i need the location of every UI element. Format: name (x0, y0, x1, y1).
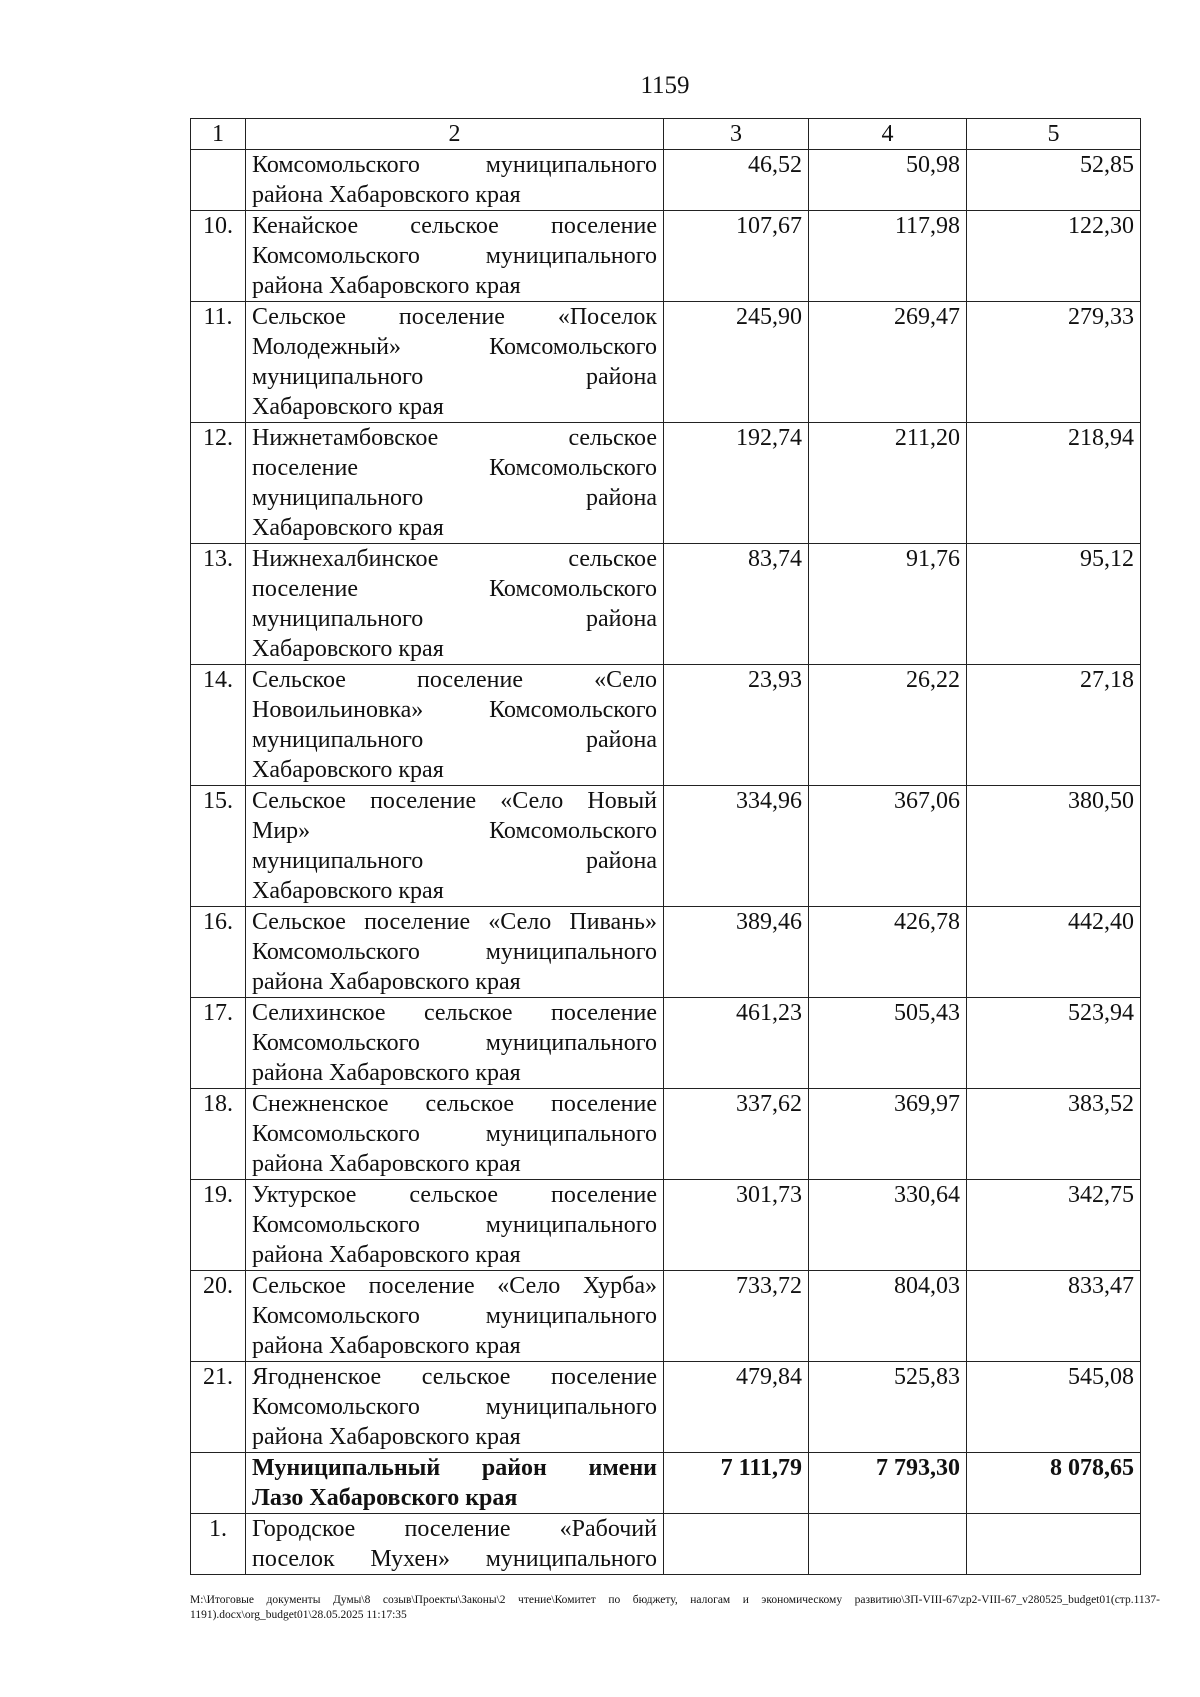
table-row (191, 1362, 1141, 1453)
value-col-5: 342,75 (967, 1180, 1141, 1271)
row-name-line: Нижнехалбинское сельское (252, 546, 657, 572)
row-name-line: поселение Комсомольского (252, 455, 657, 481)
row-name-line: муниципального района (252, 727, 657, 753)
row-name-line: поселение Комсомольского (252, 576, 657, 602)
row-name-line: Селихинское сельское поселение (252, 1000, 657, 1026)
row-name-line: Комсомольского муниципального (252, 1030, 657, 1056)
row-name-line: Ягодненское сельское поселение (252, 1364, 657, 1390)
row-number: 15. (191, 786, 246, 907)
row-name (246, 1453, 664, 1514)
row-name-line: Сельское поселение «Село (252, 667, 657, 693)
row-name (246, 1089, 664, 1180)
table-row (191, 150, 1141, 211)
row-name-line: Молодежный» Комсомольского (252, 334, 657, 360)
row-number: 20. (191, 1271, 246, 1362)
row-name (246, 998, 664, 1089)
row-name-line: Хабаровского края (252, 636, 444, 662)
value-col-3: 479,84 (664, 1362, 809, 1453)
value-col-3: 192,74 (664, 423, 809, 544)
value-col-5: 380,50 (967, 786, 1141, 907)
value-col-5 (967, 1514, 1141, 1575)
value-col-4: 211,20 (809, 423, 967, 544)
value-col-5: 218,94 (967, 423, 1141, 544)
value-col-4: 367,06 (809, 786, 967, 907)
value-col-4 (809, 1514, 967, 1575)
table-row (191, 907, 1141, 998)
value-col-4: 117,98 (809, 211, 967, 302)
row-name-line: района Хабаровского края (252, 273, 521, 299)
row-name-line: Лазо Хабаровского края (252, 1485, 518, 1511)
row-name-line: Комсомольского муниципального (252, 1394, 657, 1420)
value-col-5: 545,08 (967, 1362, 1141, 1453)
table-row (191, 544, 1141, 665)
row-number (191, 1453, 246, 1514)
value-col-3: 7 111,79 (664, 1453, 809, 1514)
row-name (246, 1362, 664, 1453)
table-row (191, 302, 1141, 423)
budget-table (190, 118, 1141, 1575)
row-name (246, 665, 664, 786)
row-name-line: Кенайское сельское поселение (252, 213, 657, 239)
value-col-5: 383,52 (967, 1089, 1141, 1180)
row-name (246, 1514, 664, 1575)
row-name-line: Снежненское сельское поселение (252, 1091, 657, 1117)
row-name (246, 907, 664, 998)
table-header-row (191, 119, 1141, 150)
row-name-line: Мир» Комсомольского (252, 818, 657, 844)
row-name (246, 1271, 664, 1362)
value-col-5: 95,12 (967, 544, 1141, 665)
value-col-5: 27,18 (967, 665, 1141, 786)
row-number: 18. (191, 1089, 246, 1180)
row-number: 1. (191, 1514, 246, 1575)
table-row (191, 1089, 1141, 1180)
value-col-3: 334,96 (664, 786, 809, 907)
row-name (246, 423, 664, 544)
row-name-line: района Хабаровского края (252, 1242, 521, 1268)
row-name-line: муниципального района (252, 364, 657, 390)
value-col-4: 505,43 (809, 998, 967, 1089)
value-col-3: 107,67 (664, 211, 809, 302)
row-name-line: Комсомольского муниципального (252, 1212, 657, 1238)
value-col-4: 7 793,30 (809, 1453, 967, 1514)
row-name (246, 544, 664, 665)
row-name-line: Комсомольского муниципального (252, 1303, 657, 1329)
row-number: 10. (191, 211, 246, 302)
row-name-line: муниципального района (252, 606, 657, 632)
value-col-3: 83,74 (664, 544, 809, 665)
row-name-line: района Хабаровского края (252, 969, 521, 995)
row-name-line: Комсомольского муниципального (252, 939, 657, 965)
value-col-4: 369,97 (809, 1089, 967, 1180)
table-total-row (191, 1453, 1141, 1514)
row-name (246, 211, 664, 302)
value-col-4: 330,64 (809, 1180, 967, 1271)
table-row (191, 1180, 1141, 1271)
row-name-line: района Хабаровского края (252, 1060, 521, 1086)
header-col-5: 5 (967, 119, 1141, 150)
value-col-4: 269,47 (809, 302, 967, 423)
row-name-line: Хабаровского края (252, 757, 444, 783)
row-name-line: района Хабаровского края (252, 182, 521, 208)
row-name (246, 150, 664, 211)
row-name-line: Хабаровского края (252, 394, 444, 420)
row-name-line: Уктурское сельское поселение (252, 1182, 657, 1208)
value-col-4: 26,22 (809, 665, 967, 786)
row-number: 13. (191, 544, 246, 665)
value-col-4: 50,98 (809, 150, 967, 211)
row-number: 17. (191, 998, 246, 1089)
row-name-line: района Хабаровского края (252, 1424, 521, 1450)
value-col-3: 301,73 (664, 1180, 809, 1271)
row-number: 14. (191, 665, 246, 786)
row-name-line: Новоильиновка» Комсомольского (252, 697, 657, 723)
row-name-line: Сельское поселение «Село Пивань» (252, 909, 657, 935)
row-name-line: района Хабаровского края (252, 1151, 521, 1177)
value-col-5: 523,94 (967, 998, 1141, 1089)
value-col-3: 461,23 (664, 998, 809, 1089)
header-col-1: 1 (191, 119, 246, 150)
value-col-3 (664, 1514, 809, 1575)
value-col-5: 122,30 (967, 211, 1141, 302)
table-row (191, 211, 1141, 302)
row-name-line: Сельское поселение «Поселок (252, 304, 657, 330)
row-name-line: Нижнетамбовское сельское (252, 425, 657, 451)
table-row (191, 998, 1141, 1089)
value-col-5: 52,85 (967, 150, 1141, 211)
row-name-line: Комсомольского муниципального (252, 1121, 657, 1147)
row-number: 11. (191, 302, 246, 423)
value-col-3: 337,62 (664, 1089, 809, 1180)
row-name (246, 302, 664, 423)
value-col-5: 279,33 (967, 302, 1141, 423)
row-name-line: Хабаровского края (252, 878, 444, 904)
row-name-line: Муниципальный район имени (252, 1455, 657, 1481)
row-name-line: Городское поселение «Рабочий (252, 1516, 657, 1542)
row-name-line: Сельское поселение «Село Хурба» (252, 1273, 657, 1299)
row-name-line: Комсомольского муниципального (252, 243, 657, 269)
row-number: 12. (191, 423, 246, 544)
value-col-5: 8 078,65 (967, 1453, 1141, 1514)
value-col-3: 245,90 (664, 302, 809, 423)
table-row (191, 423, 1141, 544)
row-name-line: муниципального района (252, 485, 657, 511)
page-number: 1159 (640, 72, 690, 99)
row-name-line: поселок Мухен» муниципального (252, 1546, 657, 1572)
table-row (191, 1271, 1141, 1362)
header-col-2: 2 (246, 119, 664, 150)
value-col-4: 91,76 (809, 544, 967, 665)
table-row (191, 786, 1141, 907)
row-name (246, 786, 664, 907)
row-name-line: Сельское поселение «Село Новый (252, 788, 657, 814)
value-col-4: 525,83 (809, 1362, 967, 1453)
value-col-3: 733,72 (664, 1271, 809, 1362)
table-row (191, 1514, 1141, 1575)
value-col-3: 46,52 (664, 150, 809, 211)
table-row (191, 665, 1141, 786)
row-name-line: муниципального района (252, 848, 657, 874)
row-name-line: Хабаровского края (252, 515, 444, 541)
header-col-3: 3 (664, 119, 809, 150)
value-col-5: 833,47 (967, 1271, 1141, 1362)
value-col-3: 389,46 (664, 907, 809, 998)
value-col-4: 426,78 (809, 907, 967, 998)
value-col-4: 804,03 (809, 1271, 967, 1362)
row-number (191, 150, 246, 211)
header-col-4: 4 (809, 119, 967, 150)
document-path-footer: M:\Итоговые документы Думы\8 созыв\Проекты\Законы\2 чтение\Комитет по бюджету, налогам и экономическому развитию\ЗП-VIII-67\zp2-VIII-67_v280525_budget01(стр.1137-1191).docx\org_budget01\28.05.2025 11:17:35 (190, 1594, 1160, 1621)
row-number: 19. (191, 1180, 246, 1271)
row-name-line: Комсомольского муниципального (252, 152, 657, 178)
row-name (246, 1180, 664, 1271)
value-col-3: 23,93 (664, 665, 809, 786)
row-number: 16. (191, 907, 246, 998)
row-number: 21. (191, 1362, 246, 1453)
value-col-5: 442,40 (967, 907, 1141, 998)
row-name-line: района Хабаровского края (252, 1333, 521, 1359)
